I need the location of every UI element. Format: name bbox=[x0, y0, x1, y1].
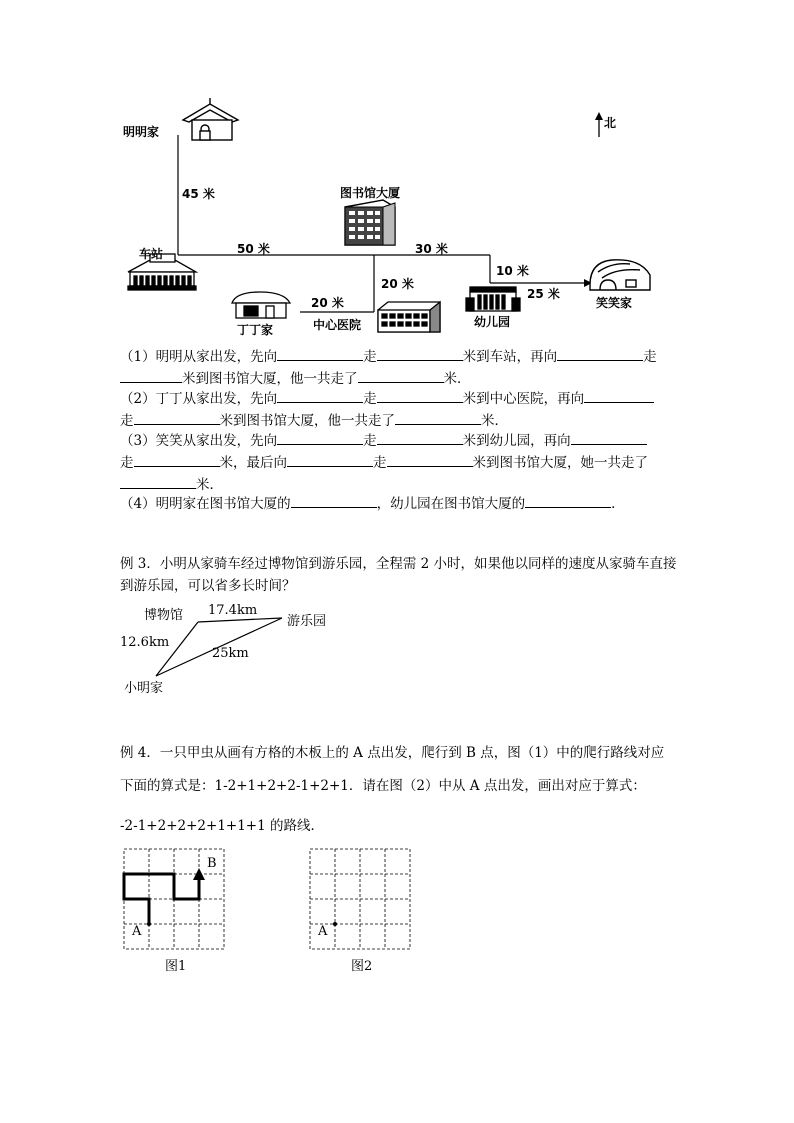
example-3-text: 例 3．小明从家骑车经过博物馆到游乐园，全程需 2 小时，如果他以同样的速度从家骑车直接到游乐园，可以省多长时间？ bbox=[120, 556, 677, 594]
label-park: 游乐园 bbox=[287, 614, 327, 629]
question-4: （4）明明家在图书馆大厦的 ，幼儿园在图书馆大厦的 ． bbox=[120, 493, 680, 515]
distance-home-station: 45 米 bbox=[182, 187, 215, 201]
grid1-point-a: A bbox=[132, 924, 142, 939]
distance-home-museum: 12.6km bbox=[120, 635, 170, 650]
label-hospital: 中心医院 bbox=[313, 318, 362, 332]
distance-dingding-hospital: 20 米 bbox=[311, 296, 344, 310]
figure-1-caption: 图1 bbox=[165, 959, 187, 974]
label-dingding-home: 丁丁家 bbox=[237, 323, 274, 337]
question-1: （1）明明从家出发，先向 走 米到车站，再向 走 米到图书馆大厦，他一共走了 米． bbox=[120, 346, 680, 390]
grid1-point-b: B bbox=[207, 856, 217, 871]
distance-junction-right: 30 米 bbox=[415, 242, 448, 256]
question-2: （2）丁丁从家出发，先向 走 米到中心医院，再向 走 米到图书馆大厦，他一共走了 米． bbox=[120, 388, 680, 432]
distance-home-park: 25km bbox=[212, 646, 249, 661]
example-4-line2: 下面的算式是：1-2+1+2+2-1+2+1．请在图（2）中从 A 点出发，画出对应于算式： bbox=[120, 778, 646, 794]
label-xiaoxiao-home: 笑笑家 bbox=[596, 296, 633, 310]
distance-to-xiaoxiao: 25 米 bbox=[527, 287, 560, 301]
distance-down-kindergarten: 10 米 bbox=[496, 264, 529, 278]
figure-2-caption: 图2 bbox=[351, 959, 373, 974]
label-station: 车站 bbox=[139, 247, 164, 261]
label-north: 北 bbox=[604, 116, 617, 130]
grid2-point-a: A bbox=[318, 924, 328, 939]
example-4-line1: 例 4．一只甲虫从画有方格的木板上的 A 点出发，爬行到 B 点，图（1）中的爬行路线对应 bbox=[120, 745, 665, 761]
label-kindergarten: 幼儿园 bbox=[474, 315, 511, 329]
distance-hospital-up: 20 米 bbox=[381, 277, 414, 291]
label-xiaoming-home: 小明家 bbox=[124, 681, 164, 696]
example-4-line3: -2-1+2+2+2+1+1+1 的路线． bbox=[120, 818, 324, 834]
distance-museum-park: 17.4km bbox=[208, 603, 258, 618]
distance-station-junction: 50 米 bbox=[237, 242, 270, 256]
question-3: （3）笑笑从家出发，先向 走 米到幼儿园，再向 走 米，最后向 走 米到图书馆大厦，她一共走了 米． bbox=[120, 430, 680, 496]
label-library: 图书馆大厦 bbox=[340, 186, 401, 200]
label-mingming-home: 明明家 bbox=[123, 125, 160, 139]
label-museum: 博物馆 bbox=[144, 608, 184, 623]
